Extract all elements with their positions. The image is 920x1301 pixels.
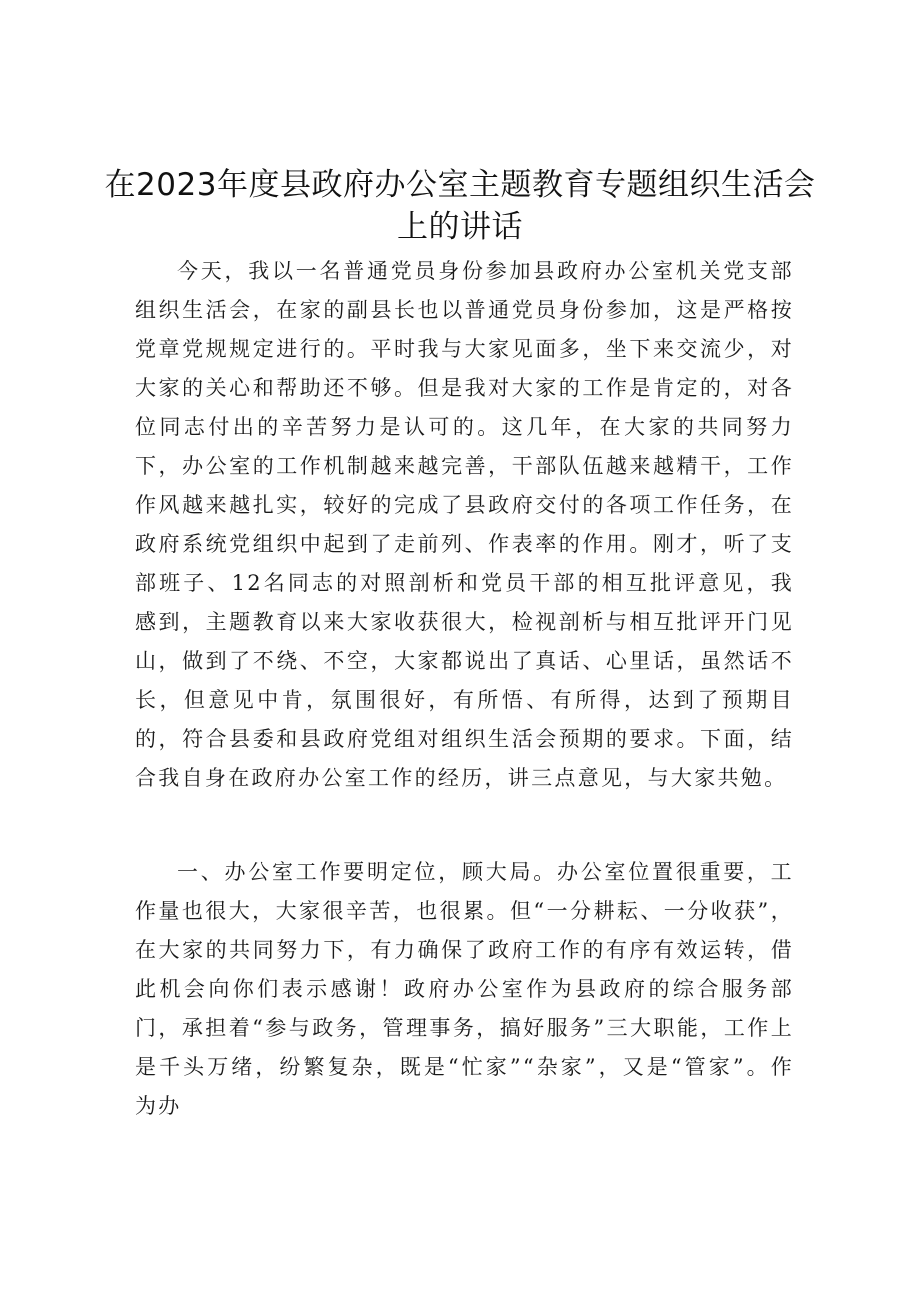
document-title: 在2023年度县政府办公室主题教育专题组织生活会上的讲话: [104, 167, 816, 245]
paragraph-opening: 今天，我以一名普通党员身份参加县政府办公室机关党支部组织生活会，在家的副县长也以普通党员身份参加，这是严格按党章党规规定进行的。平时我与大家见面多，坐下来交流少，对大家的关心和帮助还不够。但是我对大家的工作是肯定的，对各位同志付出的辛苦努力是认可的。这几年，在大家的共同努力下，办公室的工作机制越来越完善，干部队伍越来越精干，工作作风越来越扎实，较好的完成了县政府交付的各项工作任务，在政府系统党组织中起到了走前列、作表率的作用。刚才，听了支部班子、12名同志的对照剖析和党员干部的相互批评意见，我感到，主题教育以来大家收获很大，检视剖析与相互批评开门见山，做到了不绕、不空，大家都说出了真话、心里话，虽然话不长，但意见中肯，氛围很好，有所悟、有所得，达到了预期目的，符合县委和县政府党组对组织生活会预期的要求。下面，结合我自身在政府办公室工作的经历，讲三点意见，与大家共勉。: [135, 259, 794, 790]
paragraph-section-one: 一、办公室工作要明定位，顾大局。办公室位置很重要，工作量也很大，大家很辛苦，也很累。但“一分耕耘、一分收获”，在大家的共同努力下，有力确保了政府工作的有序有效运转，借此机会向你们表示感谢！政府办公室作为县政府的综合服务部门，承担着“参与政务，管理事务，搞好服务”三大职能，工作上是千头万绪，纷繁复杂，既是“忙家”“杂家”，又是“管家”。作为办: [135, 860, 794, 1118]
